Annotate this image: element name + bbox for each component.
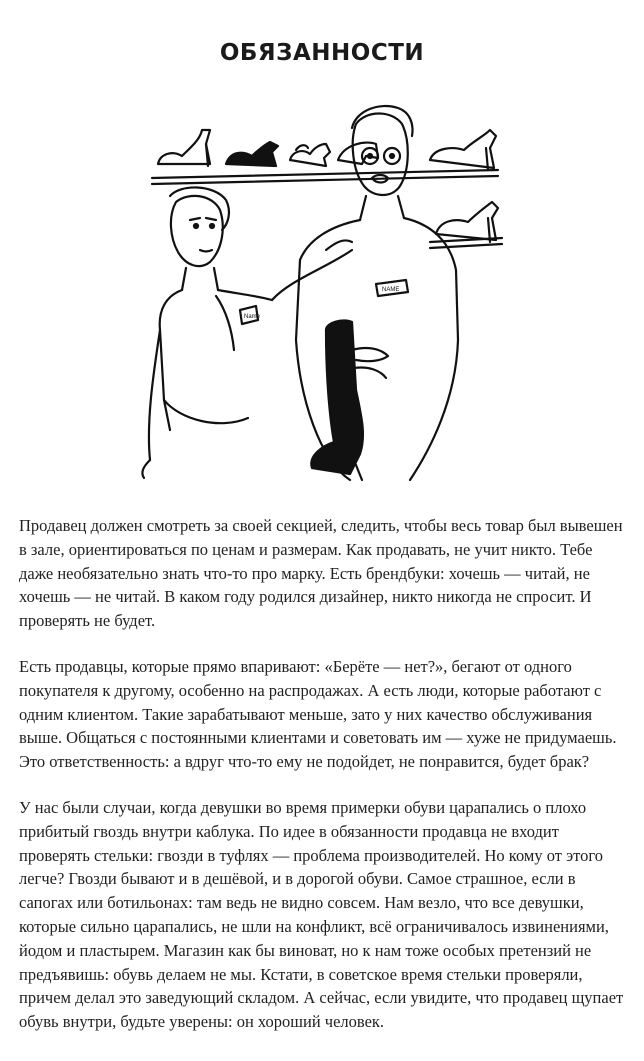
shoe-on-shelf — [226, 142, 278, 166]
shoe-on-shelf — [290, 144, 330, 166]
female-seller — [142, 187, 272, 478]
article-paragraph: Есть продавцы, которые прямо впаривают: «Берёте — нет?», бегают от одного покупателя к другому, особенно на распродажах. А есть люди, которые работают с одним клиентом. Такие зарабатывают меньше, зато у них качество обслуживания выше. Общаться с постоянными клиентами и советовать им — хуже не придумаешь. Это ответственность: а вдруг что-то ему не подойдет, не понравится, будет брак? — [19, 656, 617, 772]
shoe-store-illustration — [130, 100, 510, 490]
name-badge-right: NAME — [382, 287, 400, 293]
shoe-on-shelf — [436, 202, 498, 242]
boot — [311, 320, 388, 480]
shoe-on-shelf — [158, 130, 210, 166]
article-body — [19, 514, 627, 1056]
article-paragraph: Продавец должен смотреть за своей секцией, следить, чтобы весь товар был вывешен в зале, ориентироваться по ценам и размерам. Как продавать, не учит никто. Тебе даже необязательно знать что-то про марку. Есть брендбуки: хочешь — читай, не хочешь — не читай. В каком году родился дизайнер, никто никогда не спросит. И проверять не будет. — [19, 516, 623, 631]
shoe-on-shelf — [338, 143, 378, 164]
shoe-on-shelf — [430, 130, 496, 170]
name-badge-left: Name — [244, 314, 261, 320]
article-paragraph: У нас были случаи, когда девушки во время примерки обуви царапались о плохо прибитый гвоздь внутри каблука. По идее в обязанности продавца не входит проверять стельки: гвозди в туфлях — проблема производителей. Но кому от этого легче? Гвозди бывают и в дешёвой, и в дорогой обуви. Самое страшное, если в сапогах или ботильонах: там ведь не видно совсем. Нам везло, что все девушки, которые сильно царапались, не шли на конфликт, всё ограничивалось извинениями, йодом и пластырем. Магазин как бы виноват, но к нам тоже особых претензий не предъявишь: обувь делаем не мы. Кстати, в советское время стельки проверяли, причем делал это заведующий складом. А сейчас, если увидите, что продавец щупает обувь внутри, будьте уверены: он хороший человек. — [19, 797, 624, 1032]
page-title: ОБЯЗАННОСТИ — [219, 40, 425, 66]
